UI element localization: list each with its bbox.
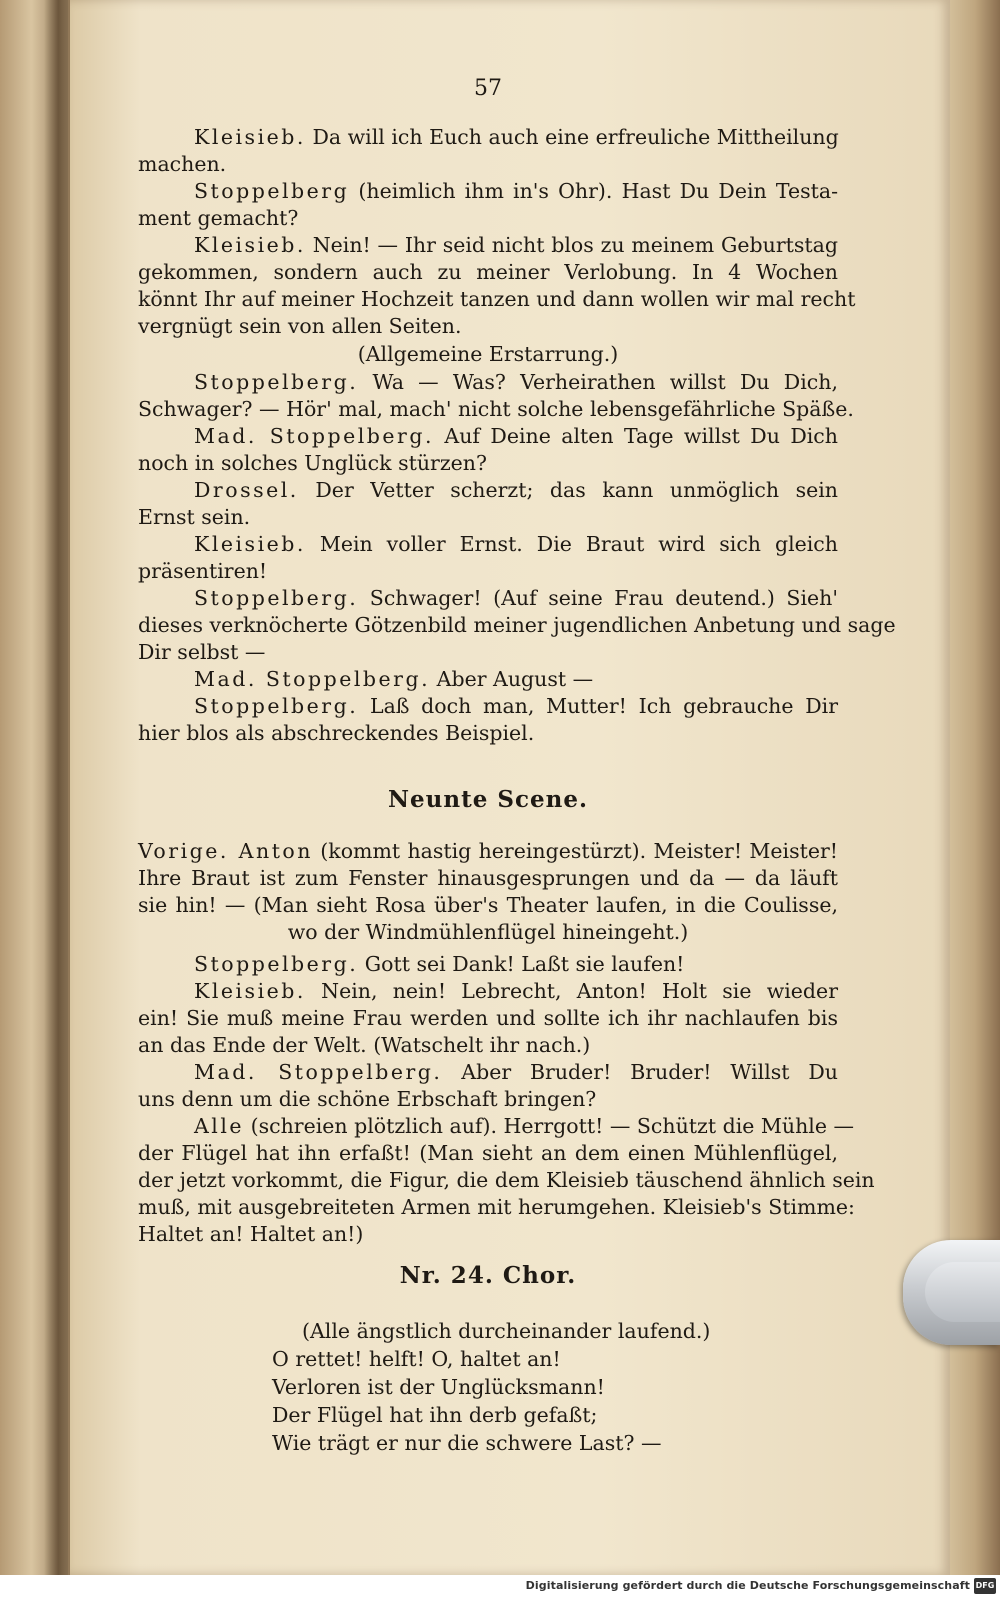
- text-line: vergnügt sein von allen Seiten.: [138, 314, 462, 338]
- text-line: Vorige. Anton (kommt hastig hereingestürzt). Meister! Meister!: [138, 839, 838, 863]
- text-line: gekommen, sondern auch zu meiner Verlobung. In 4 Wochen: [138, 260, 838, 284]
- text-line: Haltet an! Haltet an!): [138, 1222, 364, 1246]
- verse-line: Verloren ist der Unglücksmann!: [272, 1375, 605, 1399]
- page-number: 57: [474, 76, 502, 101]
- text-line: Alle (schreien plötzlich auf). Herrgott! — Schützt die Mühle —: [194, 1114, 855, 1138]
- footer-credit: Digitalisierung gefördert durch die Deutsche Forschungsgemeinschaft: [525, 1579, 970, 1592]
- footer-bar: [0, 1575, 1000, 1598]
- text-line: der jetzt vorkommt, die Figur, die dem Kleisieb täuschend ähnlich sein: [138, 1168, 875, 1192]
- stage-direction: wo der Windmühlenflügel hineingeht.): [287, 920, 689, 944]
- text-line: Dir selbst —: [138, 640, 266, 664]
- text-line: muß, mit ausgebreiteten Armen mit herumgehen. Kleisieb's Stimme:: [138, 1195, 855, 1219]
- text-line: Mad. Stoppelberg. Auf Deine alten Tage willst Du Dich: [194, 424, 838, 448]
- number-heading: Nr. 24. Chor.: [399, 1262, 577, 1289]
- text-line: hier blos als abschreckendes Beispiel.: [138, 721, 535, 745]
- text-line: Kleisieb. Nein, nein! Lebrecht, Anton! Holt sie wieder: [194, 979, 838, 1003]
- text-line: präsentiren!: [138, 559, 268, 583]
- stage-direction: (Allgemeine Erstarrung.): [357, 342, 619, 366]
- verse-line: Wie trägt er nur die schwere Last? —: [272, 1431, 662, 1455]
- text-line: Ihre Braut ist zum Fenster hinausgesprungen und da — da läuft: [138, 866, 838, 890]
- verse-line: O rettet! helft! O, haltet an!: [272, 1347, 561, 1371]
- text-line: Stoppelberg (heimlich ihm in's Ohr). Hast Du Dein Testa-: [194, 179, 838, 203]
- text-line: der Flügel hat ihn erfaßt! (Man sieht an dem einen Mühlenflügel,: [138, 1141, 838, 1165]
- text-line: Schwager? — Hör' mal, mach' nicht solche lebensgefährliche Späße.: [138, 397, 854, 421]
- text-line: ment gemacht?: [138, 206, 299, 230]
- verse-line: (Alle ängstlich durcheinander laufend.): [302, 1319, 711, 1343]
- text-line: uns denn um die schöne Erbschaft bringen?: [138, 1087, 597, 1111]
- text-line: ein! Sie muß meine Frau werden und sollte ich ihr nachlaufen bis: [138, 1006, 838, 1030]
- text-line: dieses verknöcherte Götzenbild meiner jugendlichen Anbetung und sage: [138, 613, 896, 637]
- text-line: Kleisieb. Da will ich Euch auch eine erfreuliche Mittheilung: [194, 125, 839, 149]
- text-line: Stoppelberg. Schwager! (Auf seine Frau deutend.) Sieh': [194, 586, 838, 610]
- scene-heading: Neunte Scene.: [388, 786, 588, 813]
- text-line: noch in solches Unglück stürzen?: [138, 451, 487, 475]
- text-line: Kleisieb. Mein voller Ernst. Die Braut wird sich gleich: [194, 532, 838, 556]
- verse-line: Der Flügel hat ihn derb gefaßt;: [272, 1403, 598, 1427]
- text-line: an das Ende der Welt. (Watschelt ihr nach.): [138, 1033, 591, 1057]
- text-line: Kleisieb. Nein! — Ihr seid nicht blos zu meinem Geburtstag: [194, 233, 838, 257]
- book-gutter: [44, 0, 68, 1598]
- text-line: Stoppelberg. Wa — Was? Verheirathen willst Du Dich,: [194, 370, 838, 394]
- text-line: Mad. Stoppelberg. Aber August —: [194, 667, 594, 691]
- text-line: Stoppelberg. Gott sei Dank! Laßt sie laufen!: [194, 952, 685, 976]
- text-line: könnt Ihr auf meiner Hochzeit tanzen und dann wollen wir mal recht: [138, 287, 856, 311]
- page-clip-icon: [903, 1240, 1000, 1345]
- text-line: Mad. Stoppelberg. Aber Bruder! Bruder! Willst Du: [194, 1060, 839, 1084]
- text-line: machen.: [138, 152, 227, 176]
- text-line: Stoppelberg. Laß doch man, Mutter! Ich gebrauche Dir: [194, 694, 838, 718]
- text-line: Drossel. Der Vetter scherzt; das kann unmöglich sein: [194, 478, 838, 502]
- text-line: sie hin! — (Man sieht Rosa über's Theater laufen, in die Coulisse,: [138, 893, 838, 917]
- text-line: Ernst sein.: [138, 505, 251, 529]
- dfg-logo-icon: DFG: [974, 1578, 996, 1594]
